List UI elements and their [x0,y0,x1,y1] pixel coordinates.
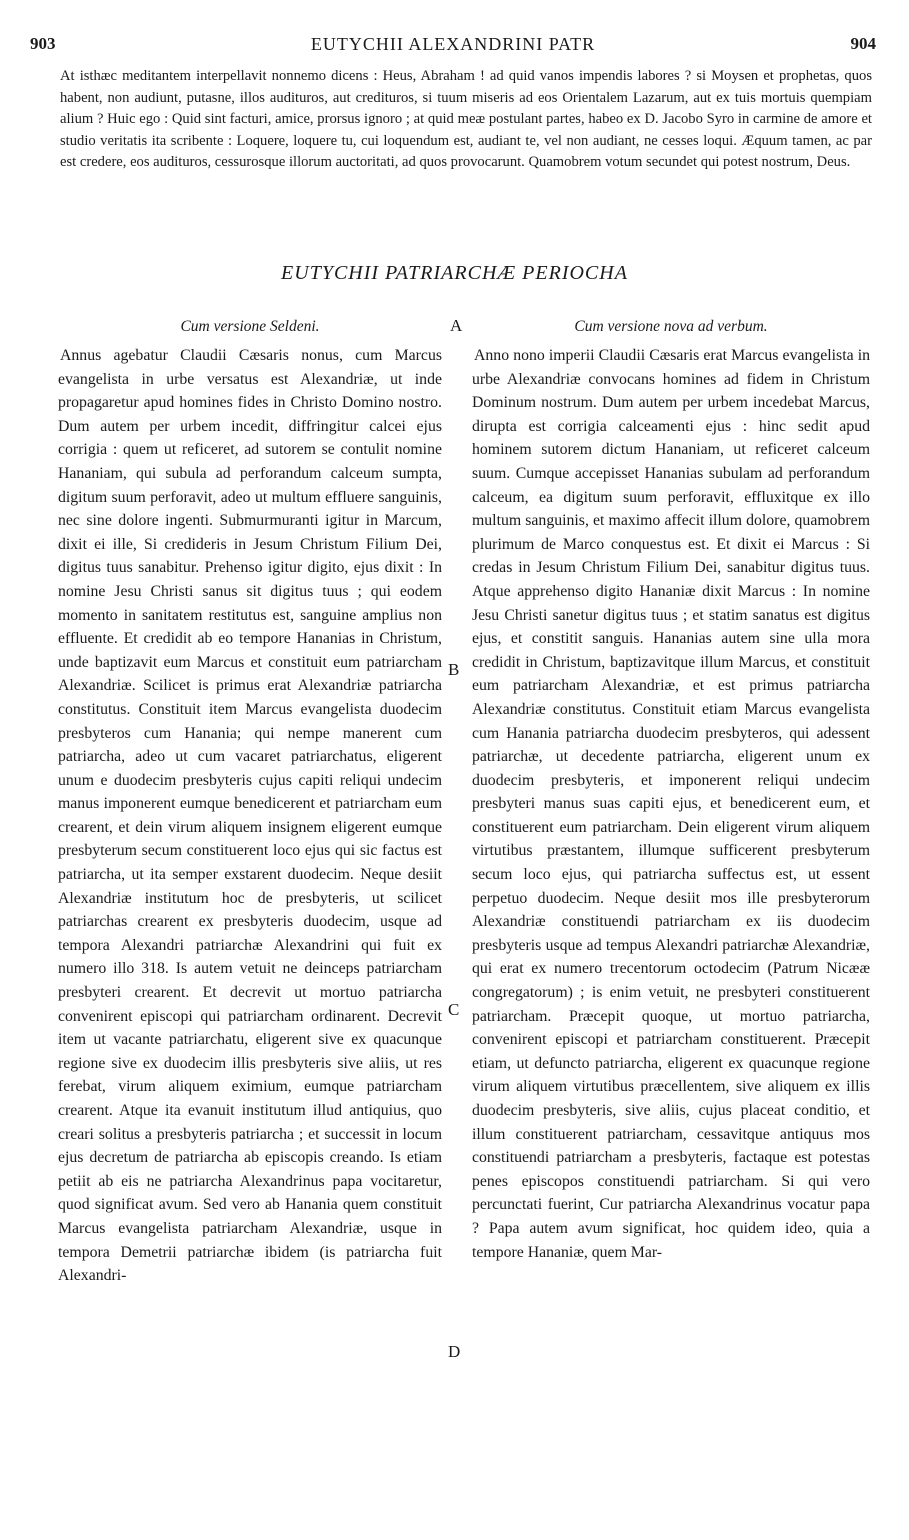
left-column-text: Annus agebatur Claudii Cæsaris nonus, cum Marcus evangelista in urbe versatus est Alexandriæ, ut inde propagaretur apud homines fides in Christo Domino nostro. Dum autem per urbem incedit, diffringitur calcei ejus corrigia : quem ut reficeret, ad sutorem se contulit nomine Hananiam, qui subula ad perforandum calceum sumpta, digitum suum perforavit, adeo ut multum effluere sanguinis, nec sine dolore ingenti. Submurmuranti igitur in Marcum, dixit ei ille, Si credideris in Jesum Christum Filium Dei, digitus tuus sanabitur. Prehenso igitur digito, ejus dixit : In nomine Jesu Christi sanus sit digitus tuus ; qui eodem momento in sanitatem restitutus est, sanguine amplius non effluente. Et credidit ab eo tempore Hananias in Christum, unde baptizavit eum Marcus et constituit eum patriarcham Alexandriæ. Scilicet is primus erat Alexandriæ patriarcha constitutus. Constituit item Marcus evangelista duodecim presbyteros cum Hanania; qui nempe manerent cum patriarcha, adeo ut cum vacaret patriarchatus, eligerent unum e duodecim presbyteris cujus capiti reliqui undecim manus imponerent eumque benedicerent et patriarcham eum crearent, et dein virum aliquem insignem eligerent eumque presbyterum secum constituerent loco ejus qui sic factus est patriarcha, ut ita semper exstarent duodecim. Neque desiit Alexandriæ institutum hoc de presbyteris, ut scilicet patriarchas crearent ex presbyteris duodecim, usque ad tempora Alexandri patriarchæ Alexandrini qui fuit ex numero illo 318. Is autem vetuit ne deinceps patriarcham presbyteri crearent. Et decrevit ut mortuo patriarcha convenirent episcopi qui patriarcham ordinarent. Decrevit item ut vacante patriarchatu, eligerent sive ex quacunque regione sive ex duodecim illis presbyteris sive aliis, ut res ferebat, virum aliquem eximium, eumque patriarcham crearent. Atque ita evanuit institutum illud antiquius, quo creari solitus a presbyteris patriarcha ; et successit in locum ejus decretum de patriarcha ab episcopis creando. Is etiam petiit ab eis ne patriarcha Alexandrinus papa vocitaretur, quod significat avum. Sed vero ab Hanania quem constituit Marcus evangelista patriarcham Alexandriæ, usque in tempora Demetrii patriarchæ ibidem (is patriarcha fuit Alexandri- [58,347,442,1285]
running-title: EUTYCHII ALEXANDRINI PATR [310,34,596,54]
margin-letter-b: B [448,660,460,679]
right-column [472,316,870,1264]
page-header [30,34,876,58]
margin-letter-c: C [448,1000,460,1019]
left-column-heading: Cum versione Seldeni. [180,318,320,335]
page-number-left: 903 [30,34,56,53]
margin-letter-a: A [450,316,463,335]
page-number-right: 904 [850,34,876,53]
intro-text: At isthæc meditantem interpellavit nonnemo dicens : Heus, Abraham ! ad quid vanos impendis labores ? si Moysen et prophetas, quos habent, non audiunt, putasne, illos audituros, aut credituros, si tuum miseris ad eos Orientalem Lazarum, aut ex tuis mortuis quempiam alium ? Huic ego : Quid sint facturi, amice, prorsus ignoro ; at quid meæ postulant partes, habeo ex D. Jacobo Syro in carmine de amore et studio veritatis ita scribente : Loquere, loquere tu, cui loquendum est, audiant te, vel non audiant, ne cesses loqui. Æquum tamen, ac par est credere, eos audituros, cessurosque illorum auctoritati, ad quos provocarunt. Quamobrem votum secundet qui potest nostrum, Deus. [60,68,872,171]
right-column-heading: Cum versione nova ad verbum. [574,318,768,335]
right-column-text: Anno nono imperii Claudii Cæsaris erat Marcus evangelista in urbe Alexandriæ convocans homines ad fidem in Christum Dominum nostrum. Dum autem per urbem incedebat Marcus, dirupta est corrigia calceamenti ejus : hinc sedit apud hominem sutorem dictum Hananiam, ut reficeret calceum suum. Cumque accepisset Hananias subulam ad perforandum calceum, ea digitum suum perforavit, effluxitque ex illo multum sanguinis, et maximo affecit illum dolore, quamobrem plurimum de Marco conquestus est. Et dixit ei Marcus : Si credas in Jesum Christum Filium Dei, sanabitur digitus tuus. Atque apprehenso digito Hananiæ dixit Marcus : In nomine Jesu Christi sanetur digitus tuus ; et statim sanatus est digitus ejus, et constitit sanguis. Hananias autem sine ulla mora credidit in Christum, baptizavitque illum Marcus, et constituit eum patriarcham Alexandriæ, et est primus patriarcha Alexandriæ constitutus. Constituit etiam Marcus evangelista cum Hanania patriarcha duodecim presbyteros, qui adessent patriarchæ, ut decedente patriarcha, eligerent unum ex duodecim presbyteris, et imponerent reliqui undecim presbyteri manus suas capiti ejus, et benedicerent eum, et constituerent eum patriarcham. Dein eligerent virum aliquem virtutibus præstantem, illumque sufficerent presbyterum secum loco ejus, qui patriarcha suffectus est, ut essent perpetuo duodecim. Neque desiit mos ille presbyterorum Alexandriæ constituendi patriarcham ex iis duodecim presbyteris usque ad tempus Alexandri patriarchæ Alexandriæ, qui erat ex numero trecentorum octodecim (Patrum Nicææ congregatorum) ; is enim vetuit, ne presbyteri constituerent patriarcham. Præcepit quoque, ut mortuo patriarcha, convenirent episcopi et patriarcham constituerent. Præcepit etiam, ut defuncto patriarcha, eligerent ex quacunque regione virum aliquem virtutibus præcellentem, sive aliquem ex illis duodecim presbyteris, sive aliis, cujus placeat conditio, et illum constituerent patriarcham, cessavitque antiquus mos constituendi patriarcham a presbyteris, factaque est potestas penes episcopos constituendi patriarcham. Si qui vero percunctati fuerint, Cur patriarcha Alexandrinus vocatur papa ? Papa autem avum significat, hoc quidem ideo, quia a tempore Hananiæ, quem Mar- [472,347,870,1261]
intro-paragraph [60,66,872,174]
margin-letter-d: D [448,1342,461,1361]
section-title: EUTYCHII PATRIARCHÆ PERIOCHA [281,262,628,284]
left-column [58,316,442,1288]
